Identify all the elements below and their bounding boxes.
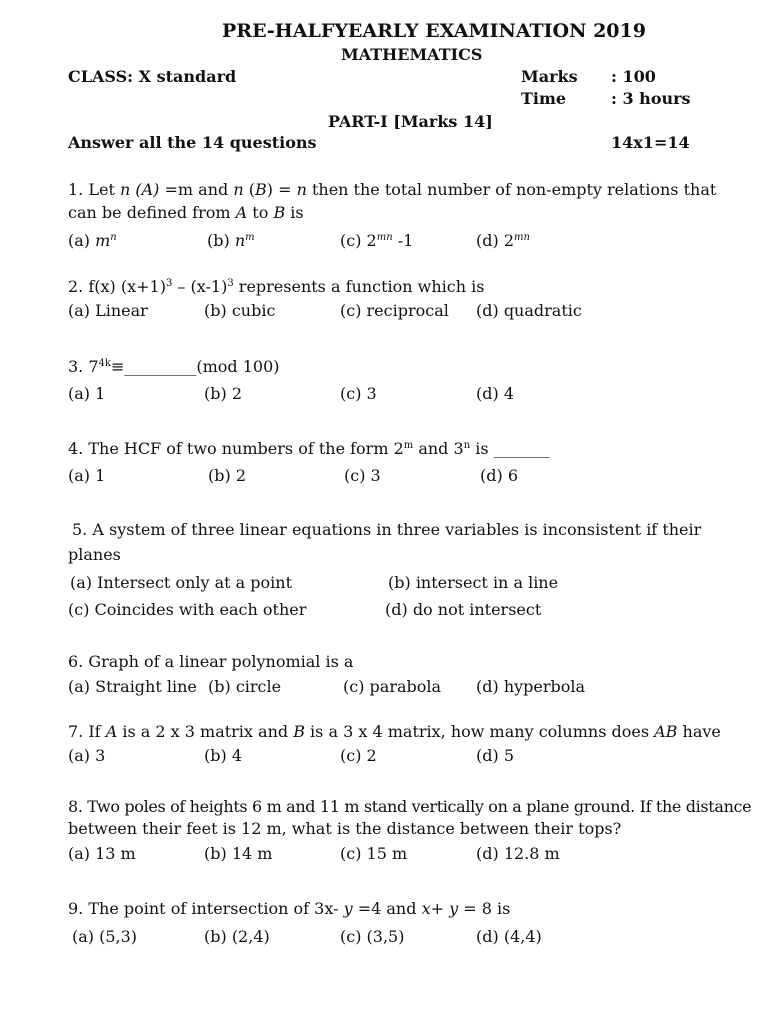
question-1-option-d: (d) $2^{mn}$ xyxy=(476,231,530,250)
question-9-stem: 9. The point of intersection of 3x- y =4 and x+ y = 8 is xyxy=(68,899,511,918)
question-4-option-a: (a) 1 xyxy=(68,466,106,485)
question-5-stem: 5. A system of three linear equations in three variables is inconsistent if their xyxy=(72,520,702,539)
question-7-option-b: (b) 4 xyxy=(204,746,242,765)
question-2-option-d: (d) quadratic xyxy=(476,301,582,320)
question-5-option-d: (d) do not intersect xyxy=(385,600,542,619)
question-8-option-d: (d) 12.8 m xyxy=(476,844,560,863)
marks-label: Marks xyxy=(521,67,578,86)
question-4-option-d: (d) 6 xyxy=(480,466,518,485)
question-4-option-c: (c) 3 xyxy=(344,466,381,485)
time-value: : 3 hours xyxy=(611,89,691,108)
question-7-stem: 7. If A is a 2 x 3 matrix and B is a 3 x 4 matrix, how many columns does AB have xyxy=(68,722,721,741)
question-4-stem: 4. The HCF of two numbers of the form 2$^m$ and 3$^n$ is _______ xyxy=(68,439,550,458)
question-4-option-b: (b) 2 xyxy=(208,466,246,485)
question-8-option-b: (b) 14 m xyxy=(204,844,273,863)
question-6-option-c: (c) parabola xyxy=(343,677,442,696)
question-9-option-d: (d) (4,4) xyxy=(476,927,542,946)
question-3-option-c: (c) 3 xyxy=(340,384,377,403)
question-1-stem-line2: can be defined from A to B is xyxy=(68,203,304,222)
question-1-option-c: (c) $2^{mn}$ -1 xyxy=(340,231,414,250)
question-6-option-d: (d) hyperbola xyxy=(476,677,586,696)
question-7-option-c: (c) 2 xyxy=(340,746,377,765)
question-7-option-d: (d) 5 xyxy=(476,746,514,765)
question-2-stem: 2. f(x) $(x+1)^3 - (x-1)^3$ represents a function which is xyxy=(68,277,485,296)
subject-title: MATHEMATICS xyxy=(341,45,483,64)
question-3-stem: 3. $7^{4k}\equiv\_\_\_\_\_\_\_\_\_(mod$ 100) xyxy=(68,357,280,376)
question-2-option-a: (a) Linear xyxy=(68,301,148,320)
question-2-option-c: (c) reciprocal xyxy=(340,301,449,320)
question-8-stem-line2: between their feet is 12 m, what is the distance between their tops? xyxy=(68,819,622,838)
marks-value: : 100 xyxy=(611,67,656,86)
part-title: PART-I [Marks 14] xyxy=(328,112,493,131)
question-6-stem: 6. Graph of a linear polynomial is a xyxy=(68,652,354,671)
question-3-option-d: (d) 4 xyxy=(476,384,514,403)
question-1-stem: 1. Let n (A) =m and n (B) = n then the total number of non-empty relations that xyxy=(68,180,717,199)
question-2-option-b: (b) cubic xyxy=(204,301,276,320)
question-1-option-a: (a) $m^n$ xyxy=(68,231,117,250)
question-8-option-c: (c) 15 m xyxy=(340,844,408,863)
question-8-stem: 8. Two poles of heights 6 m and 11 m stand vertically on a plane ground. If the distance xyxy=(68,797,752,816)
question-3-option-b: (b) 2 xyxy=(204,384,242,403)
question-5-option-b: (b) intersect in a line xyxy=(388,573,559,592)
question-5-stem-line2: planes xyxy=(68,545,121,564)
class-label: CLASS: X standard xyxy=(68,67,237,86)
exam-title: PRE-HALFYEARLY EXAMINATION 2019 xyxy=(222,20,646,42)
instruction-text: Answer all the 14 questions xyxy=(68,133,317,152)
question-5-option-a: (a) Intersect only at a point xyxy=(70,573,293,592)
question-9-option-b: (b) (2,4) xyxy=(204,927,270,946)
question-1-option-b: (b) $n^m$ xyxy=(207,231,255,250)
question-8-option-a: (a) 13 m xyxy=(68,844,136,863)
question-9-option-c: (c) (3,5) xyxy=(340,927,405,946)
time-label: Time xyxy=(521,89,567,108)
question-9-option-a: (a) (5,3) xyxy=(72,927,138,946)
question-7-option-a: (a) 3 xyxy=(68,746,106,765)
question-6-option-a: (a) Straight line xyxy=(68,677,197,696)
question-6-option-b: (b) circle xyxy=(208,677,282,696)
question-5-option-c: (c) Coincides with each other xyxy=(68,600,307,619)
marks-scheme: 14x1=14 xyxy=(611,133,690,152)
question-3-option-a: (a) 1 xyxy=(68,384,106,403)
